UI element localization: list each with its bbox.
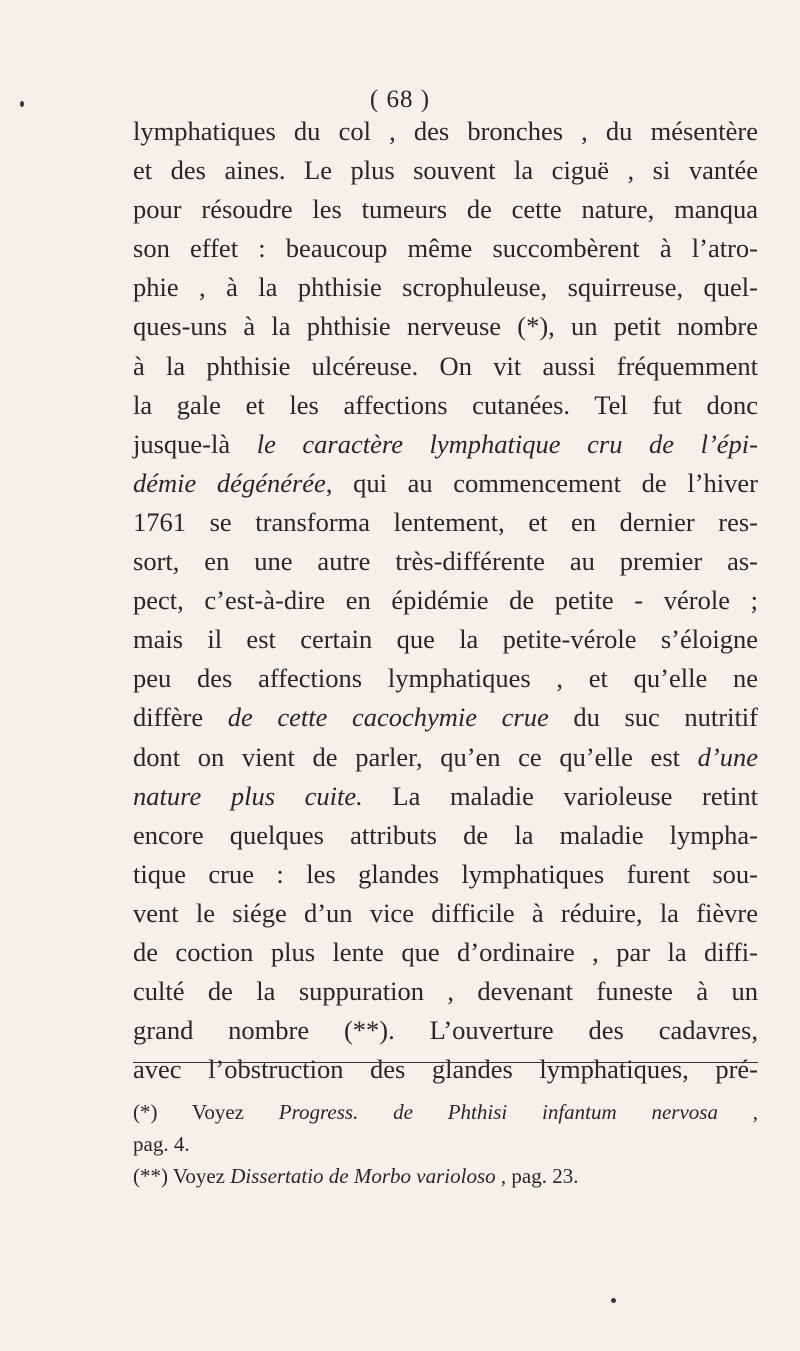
text-line [133,112,758,151]
text-line [133,307,758,346]
text-line [133,972,758,1011]
text-segment: peu des affections lymphatiques , et qu’elle ne [133,663,758,694]
footnote-text: (**) Voyez [133,1164,231,1188]
text-segment: à la phthisie ulcéreuse. On vit aussi fréquemment [133,350,758,381]
text-segment: dont on vient de parler, qu’en ce qu’elle est [133,741,698,772]
italic-text: d’une [697,741,758,772]
italic-text: le caractère lymphatique cru de l’épi- [256,428,758,459]
text-segment: diffère [133,702,228,733]
ink-speck [20,101,24,107]
text-line [133,386,758,425]
text-line [133,581,758,620]
text-line [133,777,758,816]
text-line [133,229,758,268]
text-segment: vent le siége d’un vice difficile à réduire, la fièvre [133,897,758,928]
text-line [133,933,758,972]
text-segment: pect, c’est-à-dire en épidémie de petite - vérole ; [133,585,758,616]
text-line [133,347,758,386]
footnotes [133,1096,758,1192]
text-segment: , qui au commencement de l’hiver [325,467,758,498]
footnote-text: , pag. 23. [495,1164,579,1188]
text-segment: culté de la suppuration , devenant funeste à un [133,976,758,1007]
text-segment: la gale et les affections cutanées. Tel fut donc [133,389,758,420]
text-line [133,425,758,464]
text-segment: avec l’obstruction des glandes lymphatiques, pré- [133,1054,758,1085]
text-line [133,503,758,542]
text-segment: encore quelques attributs de la maladie lympha- [133,819,758,850]
footnote-text: , [717,1100,759,1124]
text-segment: ques-uns à la phthisie nerveuse (*), un petit nombre [133,311,758,342]
footnote-citation: Progress. de Phthisi infantum nervosa [278,1100,718,1124]
footnote-citation: Dissertatio de Morbo varioloso [230,1164,496,1188]
text-segment: 1761 se transforma lentement, et en dernier res- [133,506,758,537]
text-segment: et des aines. Le plus souvent la ciguë , si vantée [133,155,758,186]
text-line [133,190,758,229]
text-segment: jusque-là [133,428,257,459]
text-line [133,698,758,737]
text-segment: La maladie varioleuse retint [362,780,758,811]
text-segment: sort, en une autre très-différente au premier as- [133,546,758,577]
text-segment: de coction plus lente que d’ordinaire , par la diffi- [133,936,758,967]
text-segment: tique crue : les glandes lymphatiques furent sou- [133,858,758,889]
text-segment: phie , à la phthisie scrophuleuse, squirreuse, quel- [133,272,758,303]
text-segment: son effet : beaucoup même succombèrent à l’atro- [133,233,758,264]
text-segment: lymphatiques du col , des bronches , du mésentère [133,116,758,146]
footnote-line [133,1160,758,1192]
text-line [133,894,758,933]
text-line [133,1050,758,1089]
footnote-rule [133,1062,758,1063]
text-segment: grand nombre (**). L’ouverture des cadavres, [133,1015,758,1046]
body-text [133,112,758,1089]
text-line [133,151,758,190]
italic-text: nature plus cuite. [133,780,363,811]
ink-speck [611,1298,616,1303]
text-line [133,816,758,855]
text-line [133,855,758,894]
text-line [133,1011,758,1050]
footnote-text: (*) Voyez [133,1100,279,1124]
text-line [133,659,758,698]
footnote-line [133,1128,758,1160]
text-line [133,464,758,503]
text-line [133,620,758,659]
footnote-line [133,1096,758,1128]
text-line [133,268,758,307]
text-segment: du suc nutritif [548,702,758,733]
text-segment: pour résoudre les tumeurs de cette nature, manqua [133,194,758,225]
text-line [133,542,758,581]
text-line [133,738,758,777]
page-number: ( 68 ) [369,86,431,113]
text-segment: mais il est certain que la petite-vérole s’éloigne [133,624,758,655]
footnote-text: pag. 4. [133,1132,190,1156]
italic-text: de cette cacochymie crue [227,702,549,733]
italic-text: démie dégénérée [133,467,326,498]
